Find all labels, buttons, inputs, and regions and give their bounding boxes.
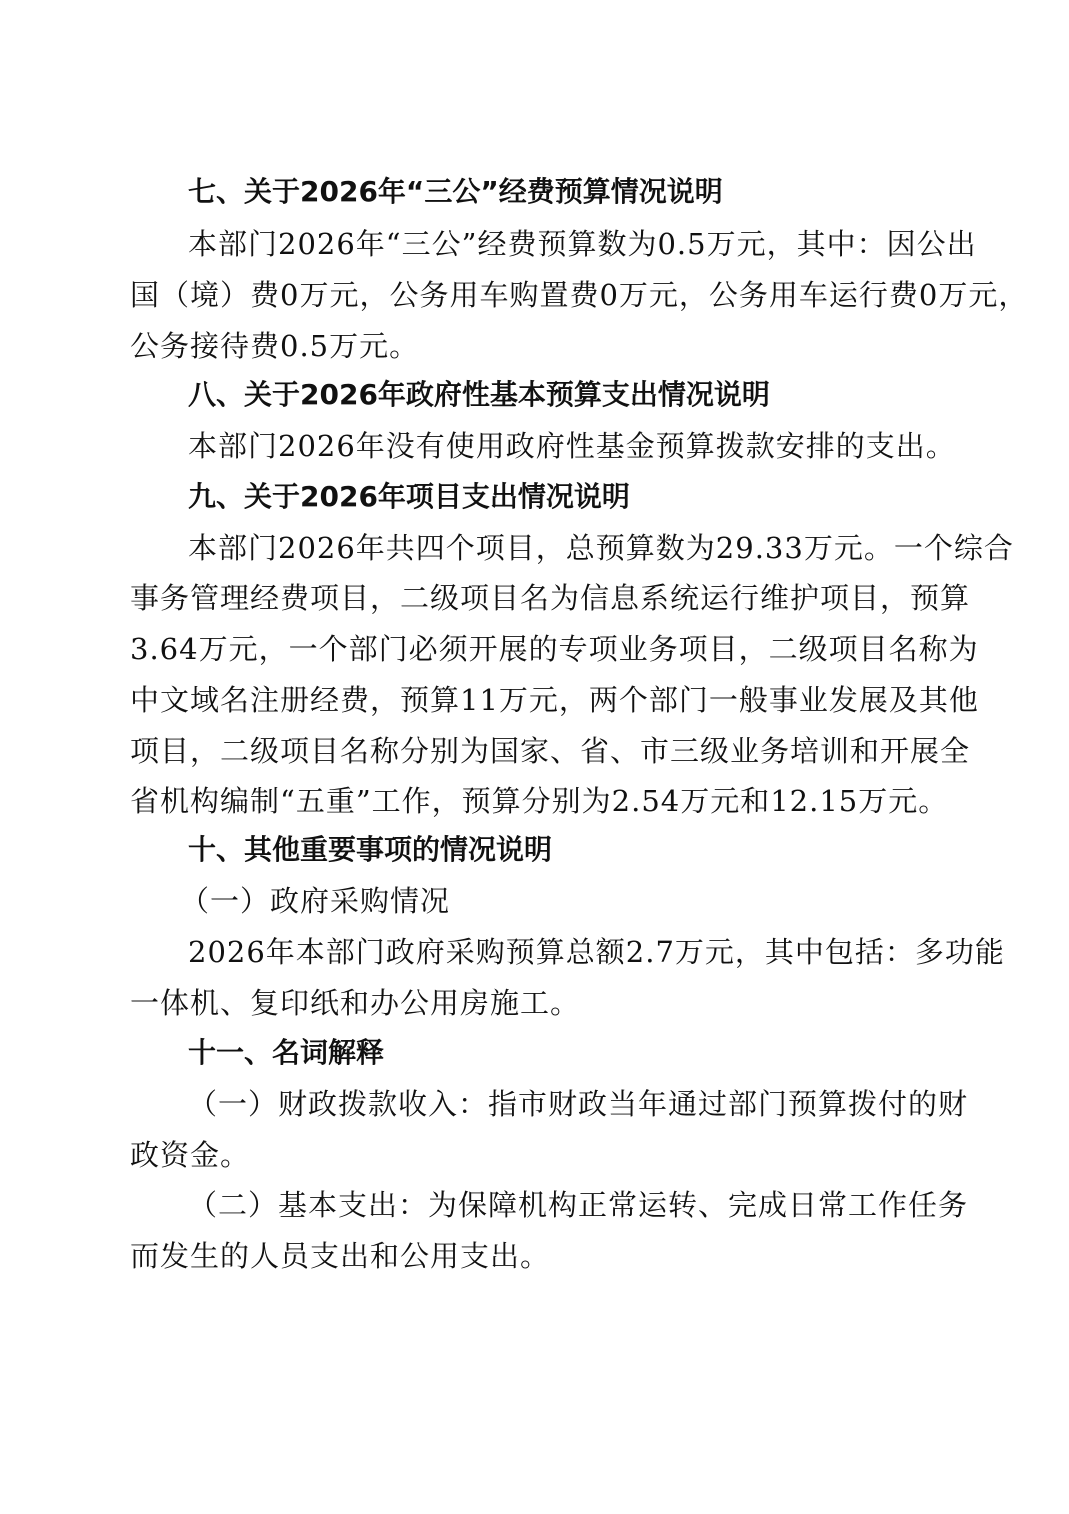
paragraph-line: （二）基本支出：为保障机构正常运转、完成日常工作任务 (188, 1188, 969, 1222)
paragraph-line: 事务管理经费项目，二级项目名为信息系统运行维护项目，预算 (130, 581, 971, 615)
paragraph-line: 政资金。 (130, 1138, 251, 1172)
section-heading-8: 八、关于2026年政府性基本预算支出情况说明 (188, 378, 770, 411)
paragraph-line: 本部门2026年共四个项目，总预算数为29.33万元。一个综合 (188, 531, 1014, 565)
paragraph-line: （一）财政拨款收入：指市财政当年通过部门预算拨付的财 (188, 1087, 969, 1121)
section-heading-7: 七、关于2026年“三公”经费预算情况说明 (188, 175, 723, 208)
section-heading-11: 十一、名词解释 (188, 1036, 385, 1069)
paragraph-line: 本部门2026年没有使用政府性基金预算拨款安排的支出。 (188, 429, 956, 463)
paragraph-line: 一体机、复印纸和办公用房施工。 (130, 986, 581, 1020)
subsection-heading: （一）政府采购情况 (180, 884, 451, 918)
paragraph-line: 公务接待费0.5万元。 (130, 329, 420, 363)
paragraph-line: 3.64万元，一个部门必须开展的专项业务项目，二级项目名称为 (130, 632, 979, 666)
paragraph-line: 2026年本部门政府采购预算总额2.7万元，其中包括：多功能 (188, 935, 1005, 969)
paragraph-line: 本部门2026年“三公”经费预算数为0.5万元，其中：因公出 (188, 227, 977, 261)
paragraph-line: 中文域名注册经费，预算11万元，两个部门一般事业发展及其他 (130, 683, 979, 717)
section-heading-9: 九、关于2026年项目支出情况说明 (188, 480, 630, 513)
paragraph-line: 国（境）费0万元，公务用车购置费0万元，公务用车运行费0万元， (130, 278, 1029, 312)
paragraph-line: 省机构编制“五重”工作，预算分别为2.54万元和12.15万元。 (130, 784, 949, 818)
paragraph-line: 项目，二级项目名称分别为国家、省、市三级业务培训和开展全 (130, 734, 971, 768)
paragraph-line: 而发生的人员支出和公用支出。 (130, 1239, 551, 1273)
section-heading-10: 十、其他重要事项的情况说明 (188, 833, 553, 866)
